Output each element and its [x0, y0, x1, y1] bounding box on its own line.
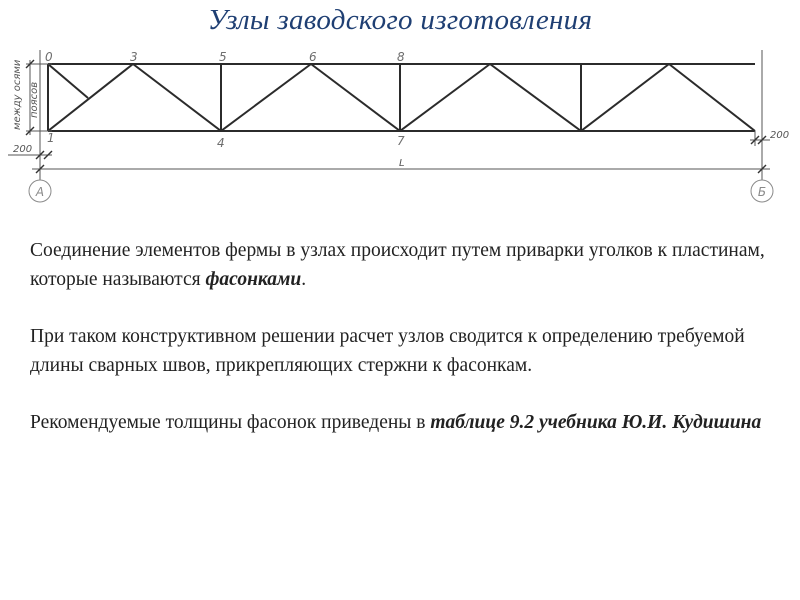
diagonal-3-4 [133, 64, 221, 131]
axis-a-label: А [35, 185, 45, 199]
body-text [30, 237, 785, 467]
node-label-6: 6 [309, 50, 317, 64]
term-gussets: фасонками [205, 268, 302, 290]
node-label-1: 1 [47, 131, 55, 145]
paragraph-recommended-thickness [30, 409, 785, 438]
paragraph-weld-calculation: При таком конструктивном решении расчет узлов сводится к определению требуемой длины сварных швов, прикрепляющих стержни к фасонкам. [30, 326, 745, 376]
paragraph-3-text: Рекомендуемые толщины фасонок приведены в [30, 412, 431, 433]
paragraph-1-end: . [301, 268, 307, 290]
node-label-5: 5 [219, 50, 227, 64]
node-label-4: 4 [217, 136, 225, 150]
axis-b-label: Б [757, 185, 767, 199]
node-label-8: 8 [397, 50, 405, 64]
dimension-label-span: L [399, 158, 405, 169]
diagonal-up-r2 [581, 64, 669, 131]
diagonal-down-r [490, 64, 581, 131]
node-label-7: 7 [397, 134, 405, 148]
diagonal-4-6 [221, 64, 311, 131]
dimension-label-between-chords: между осями [12, 59, 23, 130]
truss-diagram [0, 44, 800, 214]
dimension-label-right-200: 200 [770, 130, 790, 141]
paragraph-gusset-definition [30, 237, 785, 294]
dimension-label-left-200: 200 [13, 144, 33, 155]
diagonal-0-sub [48, 64, 88, 98]
reference-table: таблице 9.2 учебника Ю.И. Кудишина [430, 412, 762, 433]
diagonal-6-7 [311, 64, 400, 131]
node-label-3: 3 [130, 50, 138, 64]
slide-title: Узлы заводского изготовления [207, 4, 593, 36]
diagonal-7-up [400, 64, 490, 131]
diagonal-down-end [669, 64, 755, 131]
node-label-0: 0 [45, 50, 53, 64]
dimension-label-chords: поясов [29, 81, 40, 118]
paragraph-1-text: Соединение элементов фермы в узлах происходит путем приварки уголков к пластинам, которые называются [30, 240, 765, 290]
